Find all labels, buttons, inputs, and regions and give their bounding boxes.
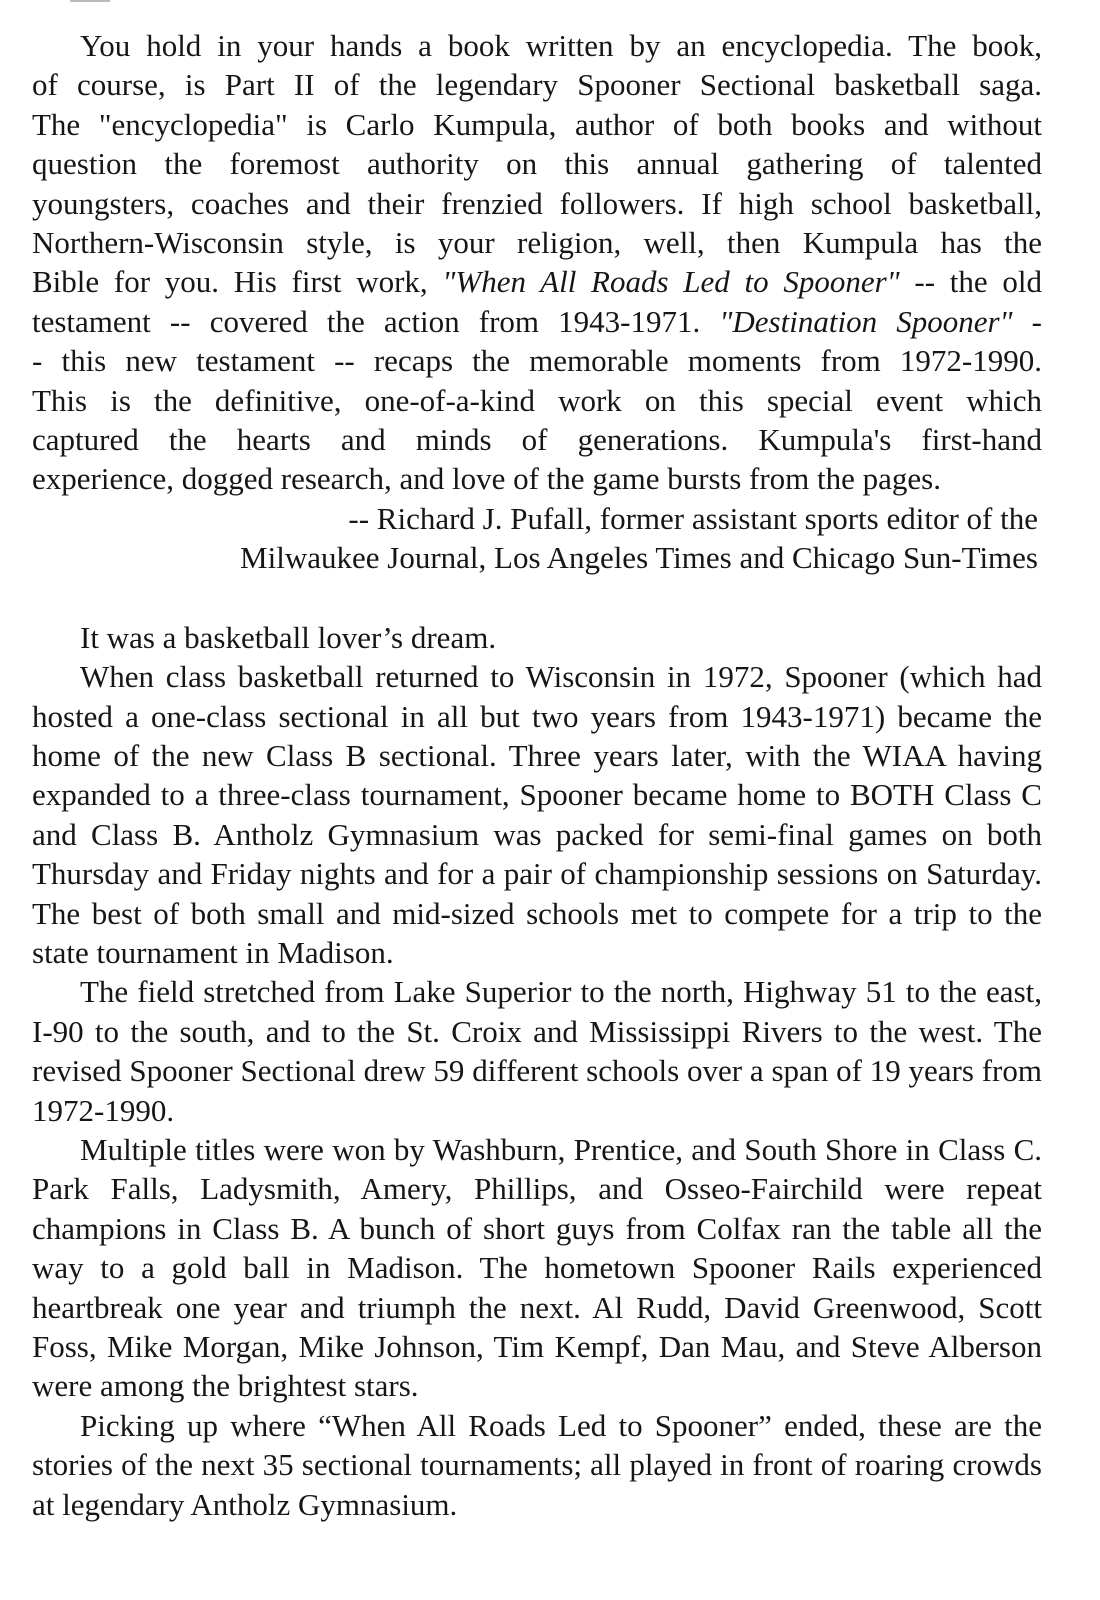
blurb-line: This is the definitive, one-of-a-kind work on this special event which — [32, 382, 1042, 418]
blurb-line: - this new testament -- recaps the memorable moments from 1972-1990. — [32, 343, 1042, 379]
book-title-first: "When All Roads Led to Spooner" — [442, 264, 900, 300]
blurb-line: experience, dogged research, and love of the game bursts from the pages. — [32, 461, 941, 497]
foreword-blurb — [32, 26, 1042, 578]
blurb-line: You hold in your hands a book written by an encyclopedia. The book, — [80, 28, 1042, 63]
blurb-line: question the foremost authority on this annual gathering of talented — [32, 146, 1042, 182]
section-gap — [32, 578, 1042, 618]
blurb-line: of course, is Part II of the legendary Spooner Sectional basketball saga. — [32, 67, 1042, 103]
blurb-line: The "encyclopedia" is Carlo Kumpula, author of both books and without — [32, 106, 1042, 142]
blurb-text: testament -- covered the action from 1943-1971. — [32, 303, 720, 339]
paragraph: Multiple titles were won by Washburn, Prentice, and South Shore in Class C. Park Falls, Ladysmith, Amery, Phillips, and Osseo-Fairchild were repeat champions in Class B. A bunch of short guys from Colfax ran the table all the way to a gold ball in Madison. The hometown Spooner Rails experienced heartbreak one year and triumph the next. Al Rudd, David Greenwood, Scott Foss, Mike Morgan, Mike Johnson, Tim Kempf, Dan Mau, and Steve Alberson were among the brightest stars. — [32, 1131, 1042, 1404]
text-column — [32, 26, 1042, 1524]
blurb-line — [32, 302, 1042, 341]
blurb-line: captured the hearts and minds of generations. Kumpula's first-hand — [32, 422, 1042, 458]
blurb-text: Bible for you. His first work, — [32, 264, 443, 300]
blurb-text: -- the old — [899, 264, 1042, 300]
blurb-line: youngsters, coaches and their frenzied followers. If high school basketball, — [32, 185, 1042, 221]
book-title-second: "Destination Spooner" — [719, 303, 1013, 339]
paragraph: It was a basketball lover’s dream. — [80, 619, 497, 655]
blurb-line: Northern-Wisconsin style, is your religion, well, then Kumpula has the — [32, 225, 1042, 261]
introduction-text — [32, 618, 1042, 1524]
blurb-line — [32, 262, 1042, 301]
paragraph: The field stretched from Lake Superior to the north, Highway 51 to the east, I-90 to the south, and to the St. Croix and Mississippi Rivers to the west. The revised Spooner Sectional drew 59 different schools over a span of 19 years from 1972-1990. — [32, 974, 1042, 1128]
blurb-text: - — [1012, 303, 1042, 339]
paragraph: When class basketball returned to Wisconsin in 1972, Spooner (which had hosted a one-class sectional in all but two years from 1943-1971) became the home of the new Class B sectional. Three years later, with the WIAA having expanded to a three-class tournament, Spooner became home to BOTH Class C and Class B. Antholz Gymnasium was packed for semi-final games on both Thursday and Friday nights and for a pair of championship sessions on Saturday. The best of both small and mid-sized schools met to compete for a trip to the state tournament in Madison. — [32, 659, 1042, 970]
attribution-line: Milwaukee Journal, Los Angeles Times and Chicago Sun-Times — [240, 540, 1038, 576]
attribution-line: -- Richard J. Pufall, former assistant sports editor of the — [348, 500, 1038, 536]
blurb-attribution — [32, 499, 1038, 578]
scan-mark — [70, 0, 110, 8]
paragraph: Picking up where “When All Roads Led to Spooner” ended, these are the stories of the next 35 sectional tournaments; all played in front of roaring crowds at legendary Antholz Gymnasium. — [32, 1407, 1042, 1522]
